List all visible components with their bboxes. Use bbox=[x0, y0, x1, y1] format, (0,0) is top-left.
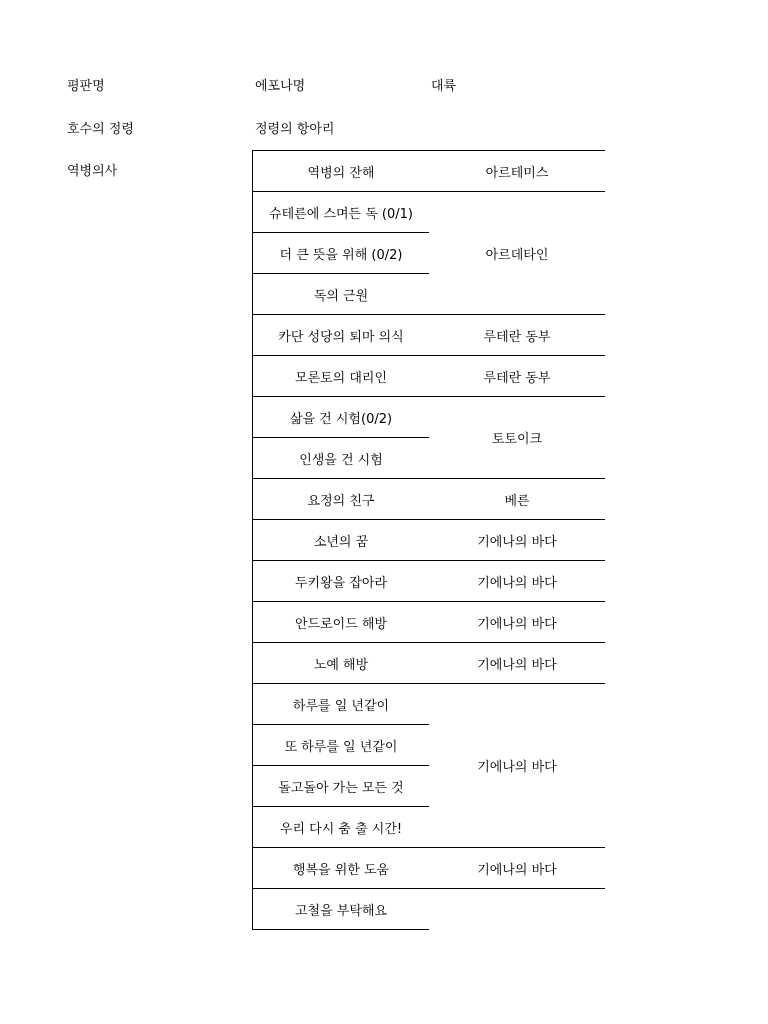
header-reputation: 평판명 bbox=[67, 79, 105, 94]
quest-name: 슈테른에 스며든 독 (0/1) bbox=[253, 192, 430, 233]
quest-name: 안드로이드 해방 bbox=[253, 602, 430, 643]
quest-name: 우리 다시 춤 출 시간! bbox=[253, 807, 430, 848]
table-row bbox=[253, 356, 606, 397]
quest-name: 또 하루를 일 년같이 bbox=[253, 725, 430, 766]
quest-name: 두키왕을 잡아라 bbox=[253, 561, 430, 602]
table-row bbox=[253, 151, 606, 192]
quest-region: 루테란 동부 bbox=[429, 315, 605, 356]
table-row bbox=[253, 889, 606, 930]
quest-region: 기에나의 바다 bbox=[429, 848, 605, 889]
quest-region: 토토이크 bbox=[429, 397, 605, 479]
quest-region: 기에나의 바다 bbox=[429, 561, 605, 602]
quest-region: 기에나의 바다 bbox=[429, 684, 605, 848]
quest-name: 독의 근원 bbox=[253, 274, 430, 315]
faction-lake-spirit: 호수의 정령 bbox=[67, 122, 134, 137]
empty-cell bbox=[429, 889, 605, 930]
quest-name: 모론토의 대리인 bbox=[253, 356, 430, 397]
quest-table bbox=[252, 150, 605, 930]
table-row bbox=[253, 602, 606, 643]
quest-region: 루테란 동부 bbox=[429, 356, 605, 397]
quest-name: 삶을 건 시험(0/2) bbox=[253, 397, 430, 438]
table-row bbox=[253, 643, 606, 684]
quest-name: 하루를 일 년같이 bbox=[253, 684, 430, 725]
quest-name: 더 큰 뜻을 위해 (0/2) bbox=[253, 233, 430, 274]
quest-region: 아르테미스 bbox=[429, 151, 605, 192]
table-row bbox=[253, 397, 606, 438]
quest-name: 인생을 건 시험 bbox=[253, 438, 430, 479]
quest-name: 고철을 부탁해요 bbox=[253, 889, 430, 930]
quest-region: 기에나의 바다 bbox=[429, 602, 605, 643]
faction-plague-doctor: 역병의사 bbox=[67, 164, 118, 179]
table-row bbox=[253, 479, 606, 520]
table-row bbox=[253, 192, 606, 233]
quest-name: 카단 성당의 퇴마 의식 bbox=[253, 315, 430, 356]
quest-region: 기에나의 바다 bbox=[429, 643, 605, 684]
table-row bbox=[253, 561, 606, 602]
lake-spirit-episode: 정령의 항아리 bbox=[255, 122, 335, 137]
header-continent: 대륙 bbox=[431, 79, 457, 94]
header-episode: 에포나명 bbox=[255, 79, 306, 94]
table-row bbox=[253, 684, 606, 725]
quest-name: 노예 해방 bbox=[253, 643, 430, 684]
quest-name: 역병의 잔해 bbox=[253, 151, 430, 192]
table-row bbox=[253, 315, 606, 356]
quest-region: 아르데타인 bbox=[429, 192, 605, 315]
quest-region: 베른 bbox=[429, 479, 605, 520]
table-row bbox=[253, 848, 606, 889]
quest-name: 돌고돌아 가는 모든 것 bbox=[253, 766, 430, 807]
quest-name: 소년의 꿈 bbox=[253, 520, 430, 561]
quest-name: 요정의 친구 bbox=[253, 479, 430, 520]
table-row bbox=[253, 520, 606, 561]
quest-name: 행복을 위한 도움 bbox=[253, 848, 430, 889]
quest-region: 기에나의 바다 bbox=[429, 520, 605, 561]
